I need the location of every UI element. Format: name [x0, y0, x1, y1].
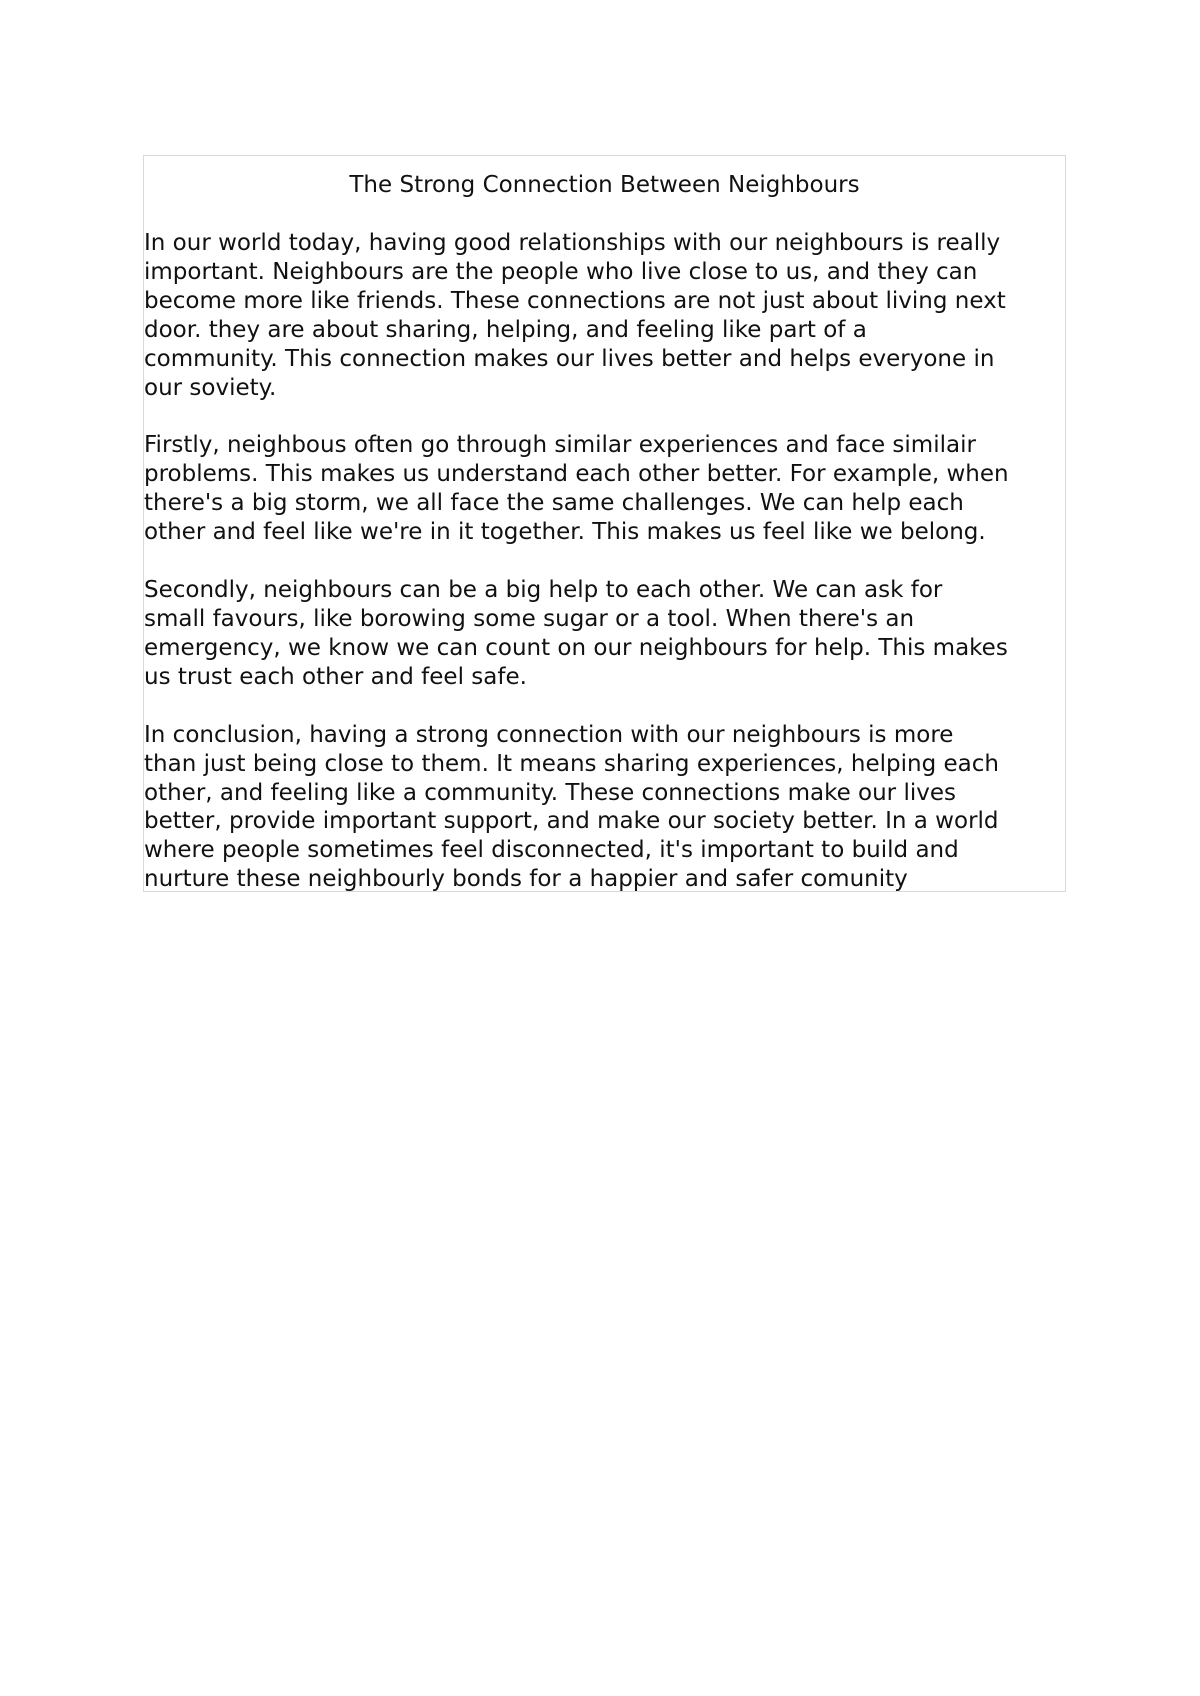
text-line: important. Neighbours are the people who live close to us, and they can	[144, 258, 978, 285]
text-line: In our world today, having good relationships with our neighbours is really	[144, 230, 1001, 256]
text-line: better, provide important support, and make our society better. In a world	[144, 808, 999, 835]
paragraph-introduction	[144, 229, 1065, 402]
text-line: community. This connection makes our lives better and helps everyone in	[144, 345, 995, 372]
text-line: become more like friends. These connections are not just about living next	[144, 287, 1006, 314]
text-line: nurture these neighbourly bonds for a happier and safer comunity	[144, 866, 908, 892]
text-line: emergency, we know we can count on our neighbours for help. This makes	[144, 634, 1008, 661]
text-line: Firstly, neighbous often go through similar experiences and face similair	[144, 432, 976, 459]
text-line: Secondly, neighbours can be a big help to each other. We can ask for	[144, 577, 943, 604]
paragraph-firstly	[144, 431, 1065, 547]
text-line: In conclusion, having a strong connection with our neighbours is more	[144, 721, 954, 748]
text-line: our soviety.	[144, 374, 277, 401]
text-line: than just being close to them. It means sharing experiences, helping each	[144, 750, 999, 777]
text-line: us trust each other and feel safe.	[144, 663, 527, 690]
text-line: problems. This makes us understand each other better. For example, when	[144, 461, 1009, 488]
document-title: The Strong Connection Between Neighbours	[349, 172, 860, 198]
text-line: where people sometimes feel disconnected, it's important to build and	[144, 837, 959, 864]
paragraph-secondly	[144, 576, 1065, 692]
text-line: other, and feeling like a community. These connections make our lives	[144, 779, 956, 806]
text-line: door. they are about sharing, helping, and feeling like part of a	[144, 316, 867, 343]
text-line: other and feel like we're in it together. This makes us feel like we belong.	[144, 519, 986, 546]
paragraph-conclusion	[144, 721, 1065, 892]
essay-text-box	[143, 155, 1066, 892]
text-line: small favours, like borowing some sugar or a tool. When there's an	[144, 605, 915, 632]
text-line: there's a big storm, we all face the same challenges. We can help each	[144, 490, 964, 517]
